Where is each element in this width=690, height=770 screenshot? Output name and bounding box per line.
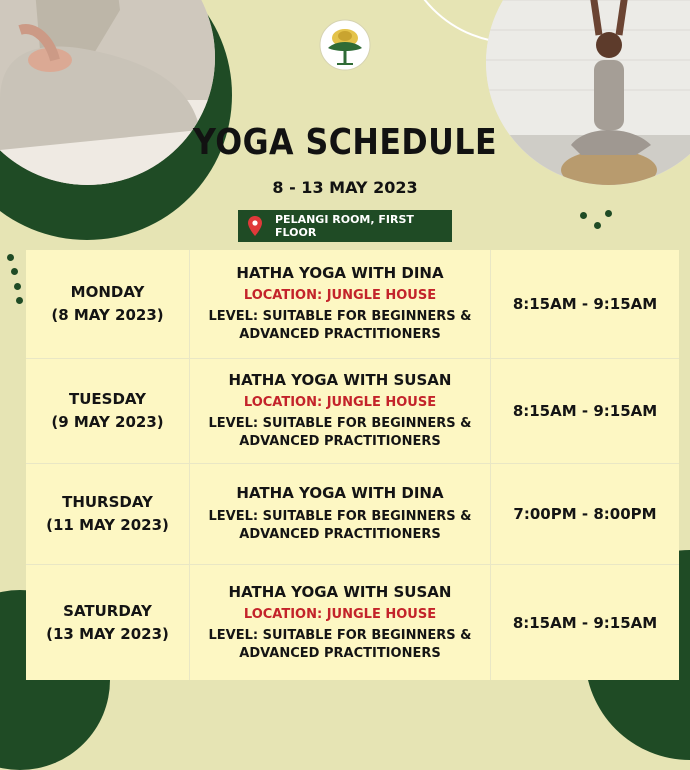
day-name: TUESDAY [69, 390, 146, 408]
time-cell [491, 250, 679, 358]
class-location: LOCATION: JUNGLE HOUSE [243, 606, 437, 622]
decorative-dot [16, 297, 23, 304]
class-cell [190, 565, 491, 680]
class-level: LEVEL: SUITABLE FOR BEGINNERS & [208, 509, 472, 524]
class-time: 8:15AM - 9:15AM [512, 613, 658, 632]
table-row [26, 464, 679, 565]
date-range: 8 - 13 MAY 2023 [272, 178, 418, 197]
class-level: ADVANCED PRACTITIONERS [239, 434, 441, 449]
day-cell [26, 464, 190, 564]
schedule-table [26, 250, 679, 680]
table-row [26, 250, 679, 359]
day-date: (13 MAY 2023) [46, 624, 169, 643]
class-level: LEVEL: SUITABLE FOR BEGINNERS & [208, 627, 472, 643]
class-level: LEVEL: SUITABLE FOR BEGINNERS & [208, 416, 472, 431]
class-level: LEVEL: SUITABLE FOR BEGINNERS & [208, 309, 472, 324]
table-row [26, 565, 679, 680]
decorative-dot [605, 210, 612, 217]
class-name: HATHA YOGA WITH DINA [236, 484, 444, 502]
time-cell [491, 565, 679, 680]
class-location: LOCATION: JUNGLE HOUSE [243, 288, 437, 303]
decorative-dot [580, 212, 587, 219]
day-date: (9 MAY 2023) [51, 413, 164, 431]
location-pin-icon [248, 216, 262, 236]
class-cell [190, 464, 491, 564]
class-level: ADVANCED PRACTITIONERS [239, 327, 441, 342]
day-cell [26, 250, 190, 358]
class-time: 7:00PM - 8:00PM [513, 505, 657, 523]
time-cell [491, 359, 679, 463]
class-level: ADVANCED PRACTITIONERS [239, 645, 441, 661]
class-name: HATHA YOGA WITH SUSAN [228, 371, 452, 389]
day-name: MONDAY [70, 283, 145, 301]
class-location: LOCATION: JUNGLE HOUSE [243, 395, 437, 410]
class-cell [190, 250, 491, 358]
table-row [26, 359, 679, 464]
decorative-dot [11, 268, 18, 275]
class-name: HATHA YOGA WITH SUSAN [228, 582, 452, 601]
page-title: YOGA SCHEDULE [192, 122, 498, 163]
room-label: PELANGI ROOM, FIRST FLOOR [275, 213, 414, 239]
class-name: HATHA YOGA WITH DINA [236, 264, 444, 282]
time-cell [491, 464, 679, 564]
decorative-dot [594, 222, 601, 229]
class-cell [190, 359, 491, 463]
room-badge [238, 210, 452, 242]
class-time: 8:15AM - 9:15AM [512, 402, 658, 420]
day-name: THURSDAY [62, 493, 153, 511]
day-date: (8 MAY 2023) [51, 306, 164, 324]
day-name: SATURDAY [63, 601, 152, 620]
decorative-dot [7, 254, 14, 261]
decorative-dot [14, 283, 21, 290]
day-cell [26, 359, 190, 463]
day-cell [26, 565, 190, 680]
class-time: 8:15AM - 9:15AM [512, 295, 658, 313]
lotus-logo-icon [318, 18, 372, 72]
day-date: (11 MAY 2023) [46, 516, 169, 534]
class-level: ADVANCED PRACTITIONERS [239, 527, 441, 542]
